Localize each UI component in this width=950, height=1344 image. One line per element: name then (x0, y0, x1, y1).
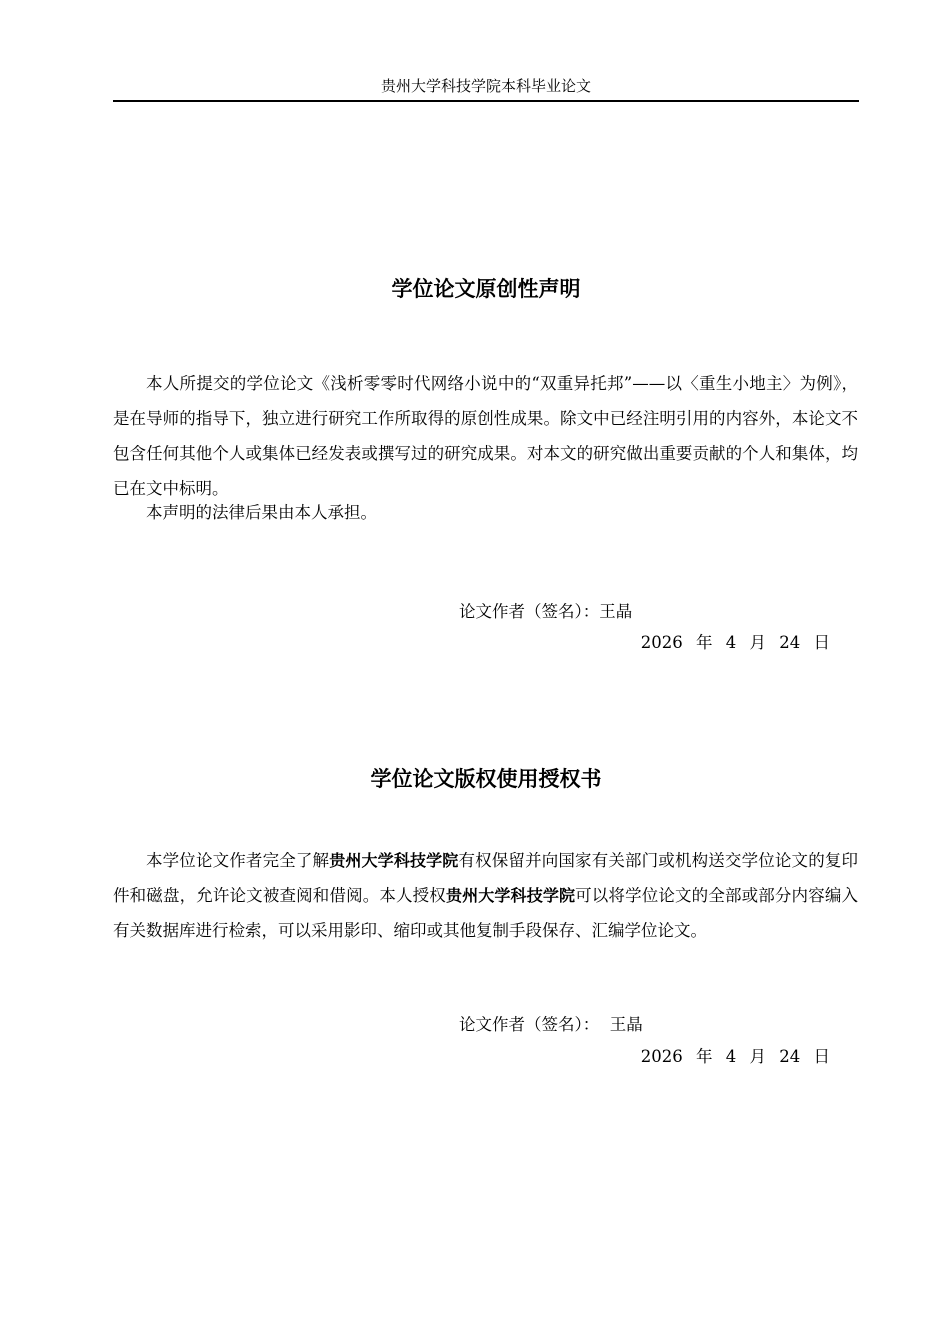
date-year-unit: 年 (696, 633, 713, 652)
copyright-paragraph (113, 843, 858, 948)
originality-date-line (641, 631, 830, 655)
copyright-text-3: 可以将学位论文的全部或部分内容编入有关数据库进行检索，可以采用影印、缩印或其他复制手段保存、汇编学位论文。 (113, 886, 858, 940)
originality-paragraph: 本人所提交的学位论文《浅析零零时代网络小说中的“双重异托邦”——以〈重生小地主〉为例》，是在导师的指导下，独立进行研究工作所取得的原创性成果。除文中已经注明引用的内容外，本论文不包含任何其他个人或集体已经发表或撰写过的研究成果。对本文的研究做出重要贡献的个人和集体，均已在文中标明。 (113, 374, 858, 498)
running-header: 贵州大学科技学院本科毕业论文 (380, 77, 591, 95)
date-month: 4 (725, 633, 737, 652)
copyright-title: 学位论文版权使用授权书 (370, 767, 602, 791)
date-year: 2026 (640, 633, 683, 652)
originality-title: 学位论文原创性声明 (391, 277, 581, 301)
copyright-signature-line (459, 1013, 643, 1037)
date-year: 2026 (640, 1047, 683, 1066)
signature-label: 论文作者（签名）： (459, 1015, 600, 1034)
header-rule (113, 100, 859, 102)
copyright-date-line (641, 1045, 830, 1069)
date-day: 24 (779, 633, 801, 652)
date-month-unit: 月 (749, 1047, 766, 1066)
date-year-unit: 年 (696, 1047, 713, 1066)
institution-name: 贵州大学科技学院 (329, 851, 459, 870)
originality-signature-line (459, 600, 632, 624)
copyright-text-2: 有权保留并向国家有关部门或机构送交学位论文的复印件和磁盘，允许论文被查阅和借阅。本人授权 (113, 851, 859, 905)
date-day-unit: 日 (813, 1047, 830, 1066)
signature-label: 论文作者（签名）： (459, 602, 600, 621)
signature-name: 王晶 (609, 1015, 643, 1034)
date-day-unit: 日 (813, 633, 830, 652)
date-month-unit: 月 (749, 633, 766, 652)
legal-consequence-paragraph: 本声明的法律后果由本人承担。 (146, 503, 377, 522)
institution-name-repeat: 贵州大学科技学院 (445, 886, 576, 905)
date-day: 24 (779, 1047, 801, 1066)
copyright-text-1: 本学位论文作者完全了解 (146, 851, 330, 870)
date-month: 4 (725, 1047, 737, 1066)
signature-name: 王晶 (599, 602, 633, 621)
